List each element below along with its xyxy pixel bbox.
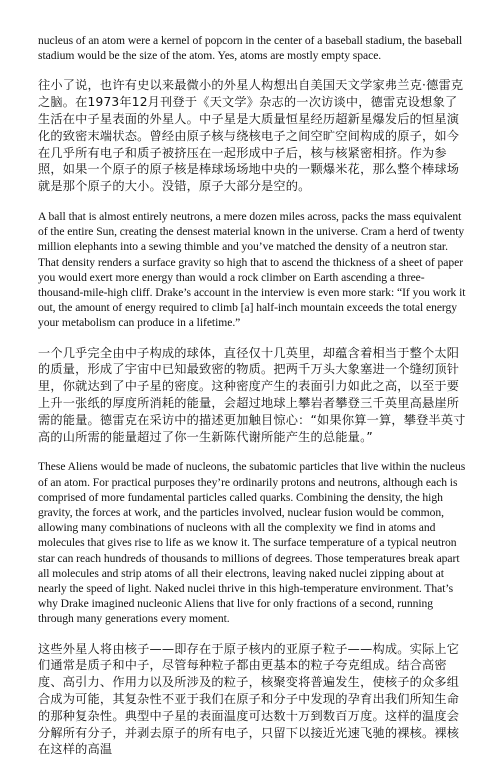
paragraph-english-2: A ball that is almost entirely neutrons, a mere dozen miles across, packs the mass equivalent of the entire Sun, creating the densest material known in the universe. Cram a herd of twenty million elephants into a sewing thimble and you’ve matched the density of a neutron star. That density renders a surface gravity so high that to ascend the thickness of a sheet of paper you would exert more energy than would a rock climber on Earth ascending a three-thousand-mile-high cliff. Drake’s account in the interview is even more stark: “If you work it out, the amount of energy required to climb [a] half-inch mountain exceeds the total energy your metabolism can produce in a lifetime.”	[38, 209, 466, 330]
paragraph-chinese-1: 往小了说，也许有史以来最微小的外星人构想出自美国天文学家弗兰克·德雷克之脑。在1973年12月刊登于《天文学》杂志的一次访谈中，德雷克设想象了生活在中子星表面的外星人。中子星是大质量恒星经历超新星爆发后的恒星演化的致密末端状态。曾经由原子核与绕核电子之间空旷空间构成的原子，如今在几乎所有电子和质子被挤压在一起形成中子后，核与核紧密相挤。作为参照，如果一个原子的原子核是棒球场场地中央的一颗爆米花，那么整个棒球场就是那个原子的大小。没错，原子大部分是空的。	[38, 78, 464, 194]
document-page	[38, 0, 466, 758]
paragraph-chinese-3: 这些外星人将由核子——即存在于原子核内的亚原子粒子——构成。实际上它们通常是质子和中子，尽管每种粒子都由更基本的粒子夸克组成。结合高密度、高引力、作用力以及所涉及的粒子，核聚变将普遍发生，使核子的众多组合成为可能，其复杂性不亚于我们在原子和分子中发现的孕育出我们所知生命的那种复杂性。典型中子星的表面温度可达数十万到数百万度。这样的温度会分解所有分子，并剥去原子的所有电子，只留下以接近光速飞驰的裸核。裸核在这样的高温	[38, 641, 460, 757]
paragraph-english-3: These Aliens would be made of nucleons, the subatomic particles that live within the nucleus of an atom. For practical purposes they’re ordinarily protons and neutrons, although each is comprised of more fundamental particles called quarks. Combining the density, the high gravity, the forces at work, and the particles involved, nuclear fusion would be common, allowing many combinations of nucleons with all the complexity we find in atoms and molecules that gives rise to life as we know it. The surface temperature of a typical neutron star can reach hundreds of thousands to millions of degrees. Those temperatures break apart all molecules and strip atoms of all their electrons, leaving naked nuclei zipping about at nearly the speed of light. Naked nuclei thrive in this high-temperature environment. That’s why Drake imagined nucleonic Aliens that live for only fractions of a second, running through many generations every moment.	[38, 460, 466, 626]
paragraph-chinese-2: 一个几乎完全由中子构成的球体，直径仅十几英里，却蕴含着相当于整个太阳的质量，形成了宇宙中已知最致密的物质。把两千万头大象塞进一个缝纫顶针里，你就达到了中子星的密度。这种密度产生的表面引力如此之高，以至于要上升一张纸的厚度所消耗的能量，会超过地球上攀岩者攀登三千英里高悬崖所需的能量。德雷克在采访中的描述更加触目惊心：“如果你算一算，攀登半英寸高的山所需的能量超过了你一生新陈代谢所能产生的总能量。”	[38, 345, 466, 444]
paragraph-english-1: nucleus of an atom were a kernel of popcorn in the center of a baseball stadium, the baseball stadium would be the size of the atom. Yes, atoms are mostly empty space.	[38, 34, 463, 63]
